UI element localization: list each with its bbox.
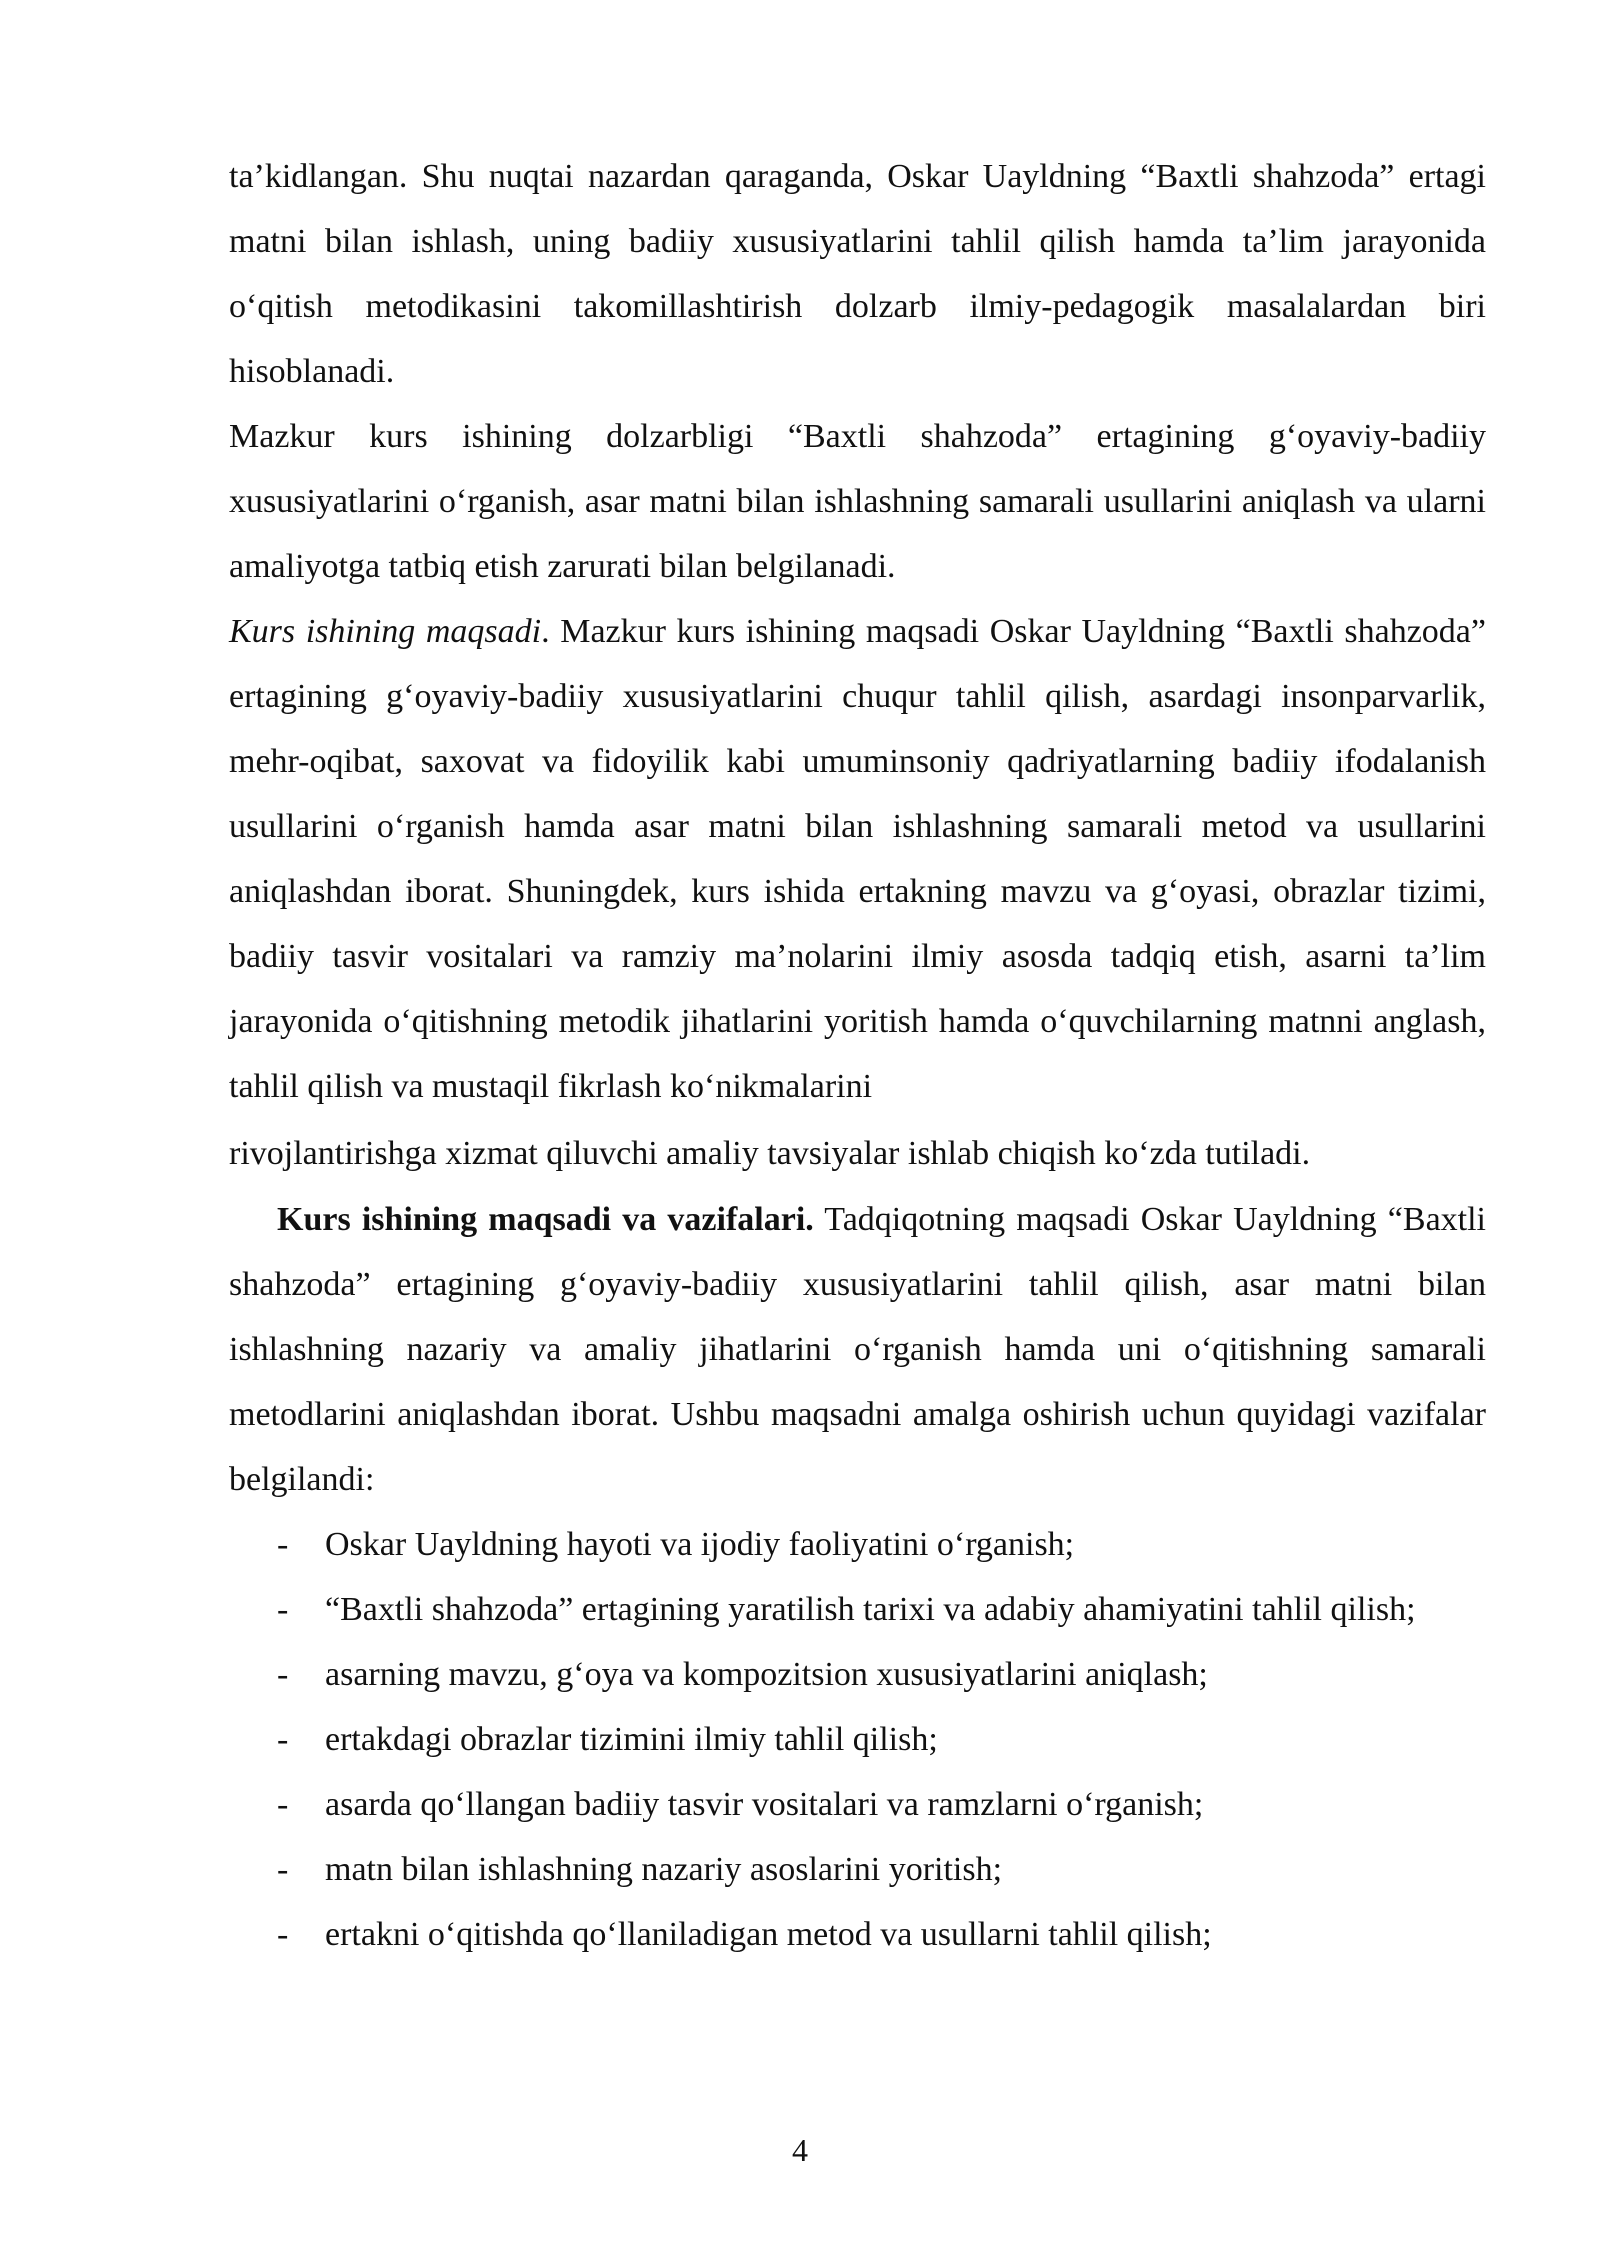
list-item-text: ertakdagi obrazlar tizimini ilmiy tahlil qilish; bbox=[325, 1721, 938, 1758]
paragraph-goal-ending: rivojlantirishga xizmat qiluvchi amaliy tavsiyalar ishlab chiqish ko‘zda tutiladi. bbox=[229, 1135, 1311, 1172]
list-dash: - bbox=[277, 1851, 289, 1888]
paragraph-intro-continuation: ta’kidlangan. Shu nuqtai nazardan qaraganda, Oskar Uayldning “Baxtli shahzoda” ertagi matni bilan ishlash, uning badiiy xususiyatlarini tahlil qilish hamda ta’lim jarayonida o‘qitish metodikasini takomillashtirish dolzarb ilmiy-pedagogik masalalardan biri hisoblanadi. bbox=[229, 158, 1486, 390]
list-item bbox=[229, 1772, 1486, 1837]
list-item bbox=[229, 1642, 1486, 1707]
goal-lead-in: Kurs ishining maqsadi bbox=[229, 613, 542, 650]
paragraph-goals-and-tasks bbox=[229, 1187, 1486, 1512]
goal-text: . Mazkur kurs ishining maqsadi Oskar Uayldning “Baxtli shahzoda” ertagining g‘oyaviy-badiiy xususiyatlarini chuqur tahlil qilish, asardagi insonparvarlik, mehr-oqibat, saxovat va fidoyilik kabi umuminsoniy qadriyatlarning badiiy ifodalanish usullarini o‘rganish hamda asar matni bilan ishlashning samarali metod va usullarini aniqlashdan iborat. Shuningdek, kurs ishida ertakning mavzu va g‘oyasi, obrazlar tizimi, badiiy tasvir vositalari va ramziy ma’nolarini ilmiy asosda tadqiq etish, asarni ta’lim jarayonida o‘qitishning metodik jihatlarini yoritish hamda o‘quvchilarning matnni anglash, tahlil qilish va mustaqil fikrlash ko‘nikmalarini bbox=[229, 613, 1486, 1105]
task-list bbox=[229, 1512, 1486, 1967]
list-dash: - bbox=[277, 1916, 289, 1953]
list-dash: - bbox=[277, 1526, 289, 1563]
section-heading-text: Tadqiqotning maqsadi Oskar Uayldning “Baxtli shahzoda” ertagining g‘oyaviy-badiiy xususiyatlarini tahlil qilish, asar matni bilan ishlashning nazariy va amaliy jihatlarini o‘rganish hamda uni o‘qitishning samarali metodlarini aniqlashdan iborat. Ushbu maqsadni amalga oshirish uchun quyidagi vazifalar belgilandi: bbox=[229, 1201, 1486, 1498]
paragraph-relevance: Mazkur kurs ishining dolzarbligi “Baxtli shahzoda” ertagining g‘oyaviy-badiiy xususiyatlarini o‘rganish, asar matni bilan ishlashning samarali usullarini aniqlash va ularni amaliyotga tatbiq etish zarurati bilan belgilanadi. bbox=[229, 418, 1486, 585]
list-item-text: asarda qo‘llangan badiiy tasvir vositalari va ramzlarni o‘rganish; bbox=[325, 1786, 1204, 1823]
list-dash: - bbox=[277, 1591, 289, 1628]
list-dash: - bbox=[277, 1786, 289, 1823]
list-dash: - bbox=[277, 1656, 289, 1693]
page-number: 4 bbox=[792, 2132, 808, 2168]
body-text bbox=[229, 144, 1486, 1967]
list-item bbox=[229, 1577, 1486, 1642]
list-dash: - bbox=[277, 1721, 289, 1758]
paragraph-goal bbox=[229, 599, 1486, 1119]
list-item-text: Oskar Uayldning hayoti va ijodiy faoliyatini o‘rganish; bbox=[325, 1526, 1075, 1563]
list-item-text: asarning mavzu, g‘oya va kompozitsion xususiyatlarini aniqlash; bbox=[325, 1656, 1208, 1693]
list-item-text: matn bilan ishlashning nazariy asoslarini yoritish; bbox=[325, 1851, 1003, 1888]
list-item-text: “Baxtli shahzoda” ertagining yaratilish tarixi va adabiy ahamiyatini tahlil qilish; bbox=[325, 1591, 1416, 1628]
list-item bbox=[229, 1707, 1486, 1772]
section-heading: Kurs ishining maqsadi va vazifalari. bbox=[277, 1201, 814, 1238]
list-item bbox=[229, 1512, 1486, 1577]
list-item-text: ertakni o‘qitishda qo‘llaniladigan metod va usullarni tahlil qilish; bbox=[325, 1916, 1212, 1953]
list-item bbox=[229, 1837, 1486, 1902]
list-item bbox=[229, 1902, 1486, 1967]
